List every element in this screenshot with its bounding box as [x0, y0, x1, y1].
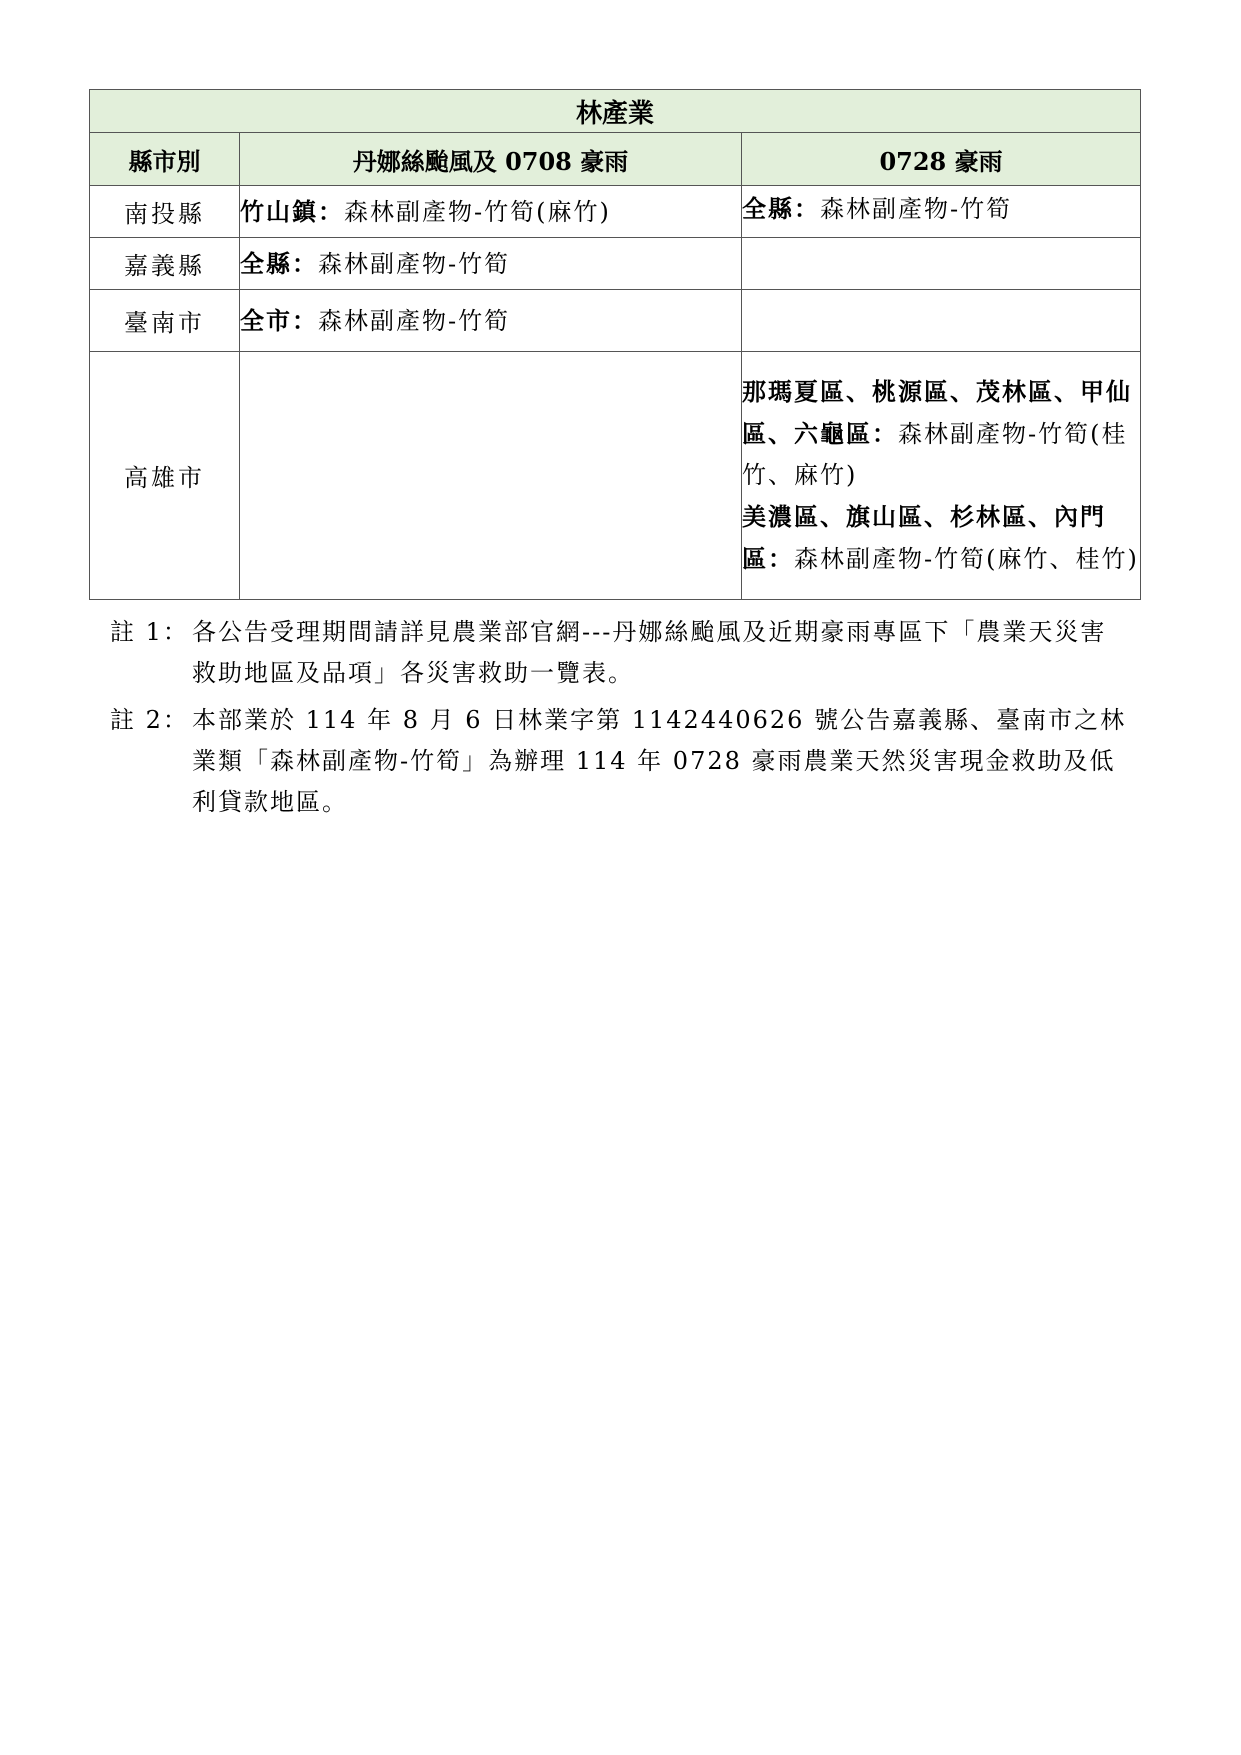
table-row [90, 238, 1141, 290]
relief-entry [742, 195, 1012, 223]
relief-item: 森林副產物-竹筍(桂竹、麻竹) [742, 420, 1128, 489]
table-header-row [90, 133, 1141, 186]
rain0728-cell [742, 352, 1141, 600]
table-row [90, 352, 1141, 600]
relief-entry [742, 371, 1140, 496]
relief-area: 全縣： [240, 248, 318, 278]
rain0728-cell [742, 186, 1141, 238]
relief-entry [240, 307, 510, 335]
note-text: 各公告受理期間請詳見農業部官網---丹娜絲颱風及近期豪雨專區下「農業天災害 救助地區及品項」各災害救助一覽表。 [192, 618, 1107, 687]
note-label: 註 1： [110, 618, 189, 646]
county-cell: 嘉義縣 [90, 238, 240, 290]
rain0728-cell [742, 238, 1141, 290]
relief-area: 全縣： [742, 194, 820, 223]
note-text: 本部業於 114 年 8 月 6 日林業字第 1142440626 號公告嘉義縣、臺南市之林業類「森林副產物-竹筍」為辦理 114 年 0728 豪雨農業天然災害現金救助及低利貸款地區。 [192, 706, 1127, 816]
relief-entry [742, 496, 1140, 580]
column-header-county: 縣市別 [90, 133, 240, 186]
relief-area: 那瑪夏區、桃源區、茂林區、甲仙區、六龜區： [742, 377, 1132, 448]
relief-item: 森林副產物-竹筍(麻竹、桂竹) [794, 545, 1139, 573]
rain0728-cell [742, 290, 1141, 352]
county-cell: 臺南市 [90, 290, 240, 352]
note-2 [110, 700, 1140, 823]
relief-area: 美濃區、旗山區、杉林區、內門區： [742, 502, 1106, 573]
relief-area: 全市： [240, 305, 318, 335]
relief-item: 森林副產物-竹筍(麻竹) [344, 197, 611, 226]
table-row [90, 186, 1141, 238]
table-row [90, 290, 1141, 352]
relief-item: 森林副產物-竹筍 [820, 195, 1013, 223]
relief-entry [240, 198, 611, 226]
danas-cell [240, 238, 742, 290]
danas-cell [240, 352, 742, 600]
notes-section [110, 612, 1140, 829]
relief-item: 森林副產物-竹筍 [318, 249, 511, 278]
county-cell: 南投縣 [90, 186, 240, 238]
column-header-danas: 丹娜絲颱風及 0708 豪雨 [240, 133, 742, 186]
note-label: 註 2： [110, 706, 189, 734]
county-cell: 高雄市 [90, 352, 240, 600]
relief-entry [240, 250, 510, 278]
forestry-relief-table [89, 89, 1141, 600]
column-header-rain0728: 0728 豪雨 [742, 133, 1141, 186]
relief-area: 竹山鎮： [240, 196, 344, 226]
relief-item: 森林副產物-竹筍 [318, 306, 511, 335]
table-title: 林產業 [90, 90, 1141, 133]
danas-cell [240, 290, 742, 352]
note-1 [110, 612, 1140, 694]
danas-cell [240, 186, 742, 238]
